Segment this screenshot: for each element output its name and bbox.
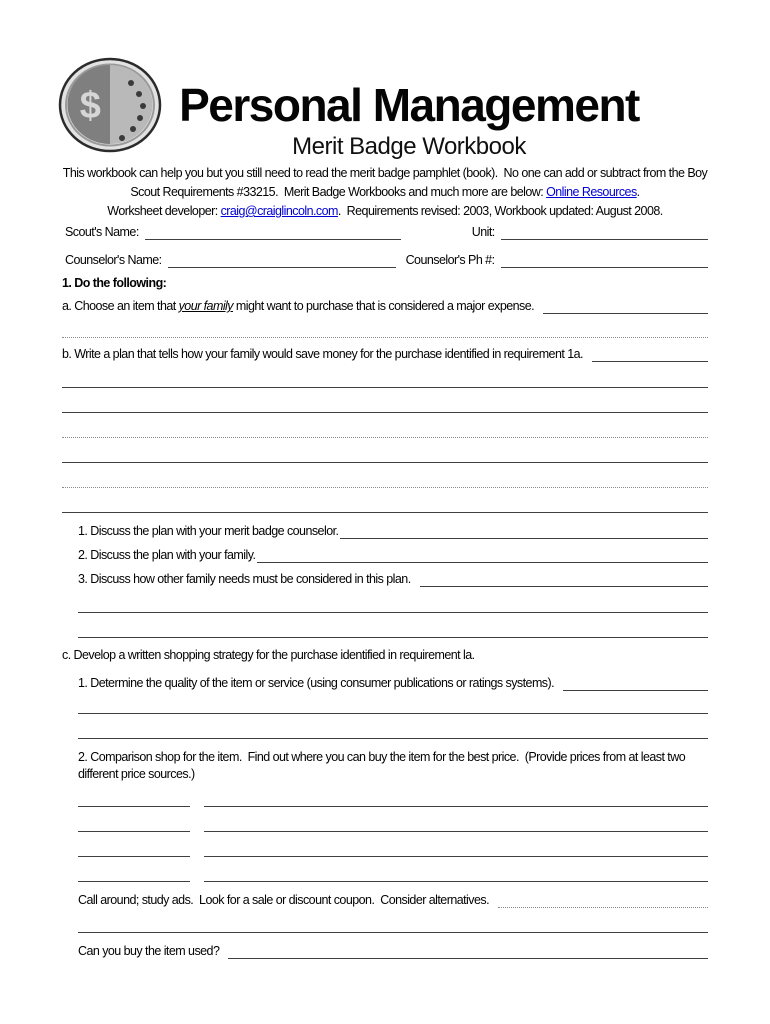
price-source-row [78, 856, 708, 857]
price-source-4-right-line[interactable] [204, 881, 708, 882]
requirement-1-heading: 1. Do the following: [62, 276, 167, 290]
item-b-answer-line-7[interactable] [62, 512, 708, 513]
item-b-answer-line-3[interactable] [62, 412, 708, 413]
online-resources-link[interactable]: Online Resources [546, 185, 637, 199]
item-b-answer-line-4[interactable] [62, 437, 708, 438]
item-a-emphasis: your family [178, 299, 233, 313]
item-b-answer-line-2[interactable] [62, 387, 708, 388]
price-source-3-left-line[interactable] [78, 856, 190, 857]
c-sub2-text: 2. Comparison shop for the item. Find out where you can buy the item for the best price. (Provide prices from at least two different price sources.) [78, 750, 689, 781]
b-sub3-text: 3. Discuss how other family needs must be considered in this plan. [78, 572, 414, 586]
item-a-answer-line-2[interactable] [62, 337, 708, 338]
b-sub3-answer-line-1[interactable] [420, 574, 708, 587]
price-source-4-left-line[interactable] [78, 881, 190, 882]
scout-name-field[interactable] [145, 227, 401, 240]
price-source-row [78, 881, 708, 882]
item-used-question-text: Can you buy the item used? [78, 944, 223, 958]
c-sub1-text: 1. Determine the quality of the item or service (using consumer publications or ratings systems). [78, 676, 557, 690]
unit-label: Unit: [471, 225, 495, 239]
page-title: Personal Management [179, 79, 639, 131]
page-subtitle: Merit Badge Workbook [292, 133, 526, 160]
developer-email-link[interactable]: craig@craiglincoln.com [220, 204, 338, 218]
intro-line1: This workbook can help you but you still need to read the merit badge pamphlet (book). No one can add or subtract from the Boy [62, 166, 708, 180]
counselor-phone-label: Counselor's Ph #: [405, 253, 495, 267]
b-sub1-text: 1. Discuss the plan with your merit badge counselor. [78, 524, 339, 538]
intro-line2-text: Scout Requirements #33215. Merit Badge Workbooks and much more are below: [130, 185, 547, 199]
b-sub2-text: 2. Discuss the plan with your family. [78, 548, 256, 562]
item-b-text: b. Write a plan that tells how your family would save money for the purchase identified in requirement 1a. [62, 347, 586, 361]
intro-line3-tail: . Requirements revised: 2003, Workbook updated: August 2008. [337, 204, 663, 218]
counselor-phone-field[interactable] [501, 255, 709, 268]
price-source-1-left-line[interactable] [78, 806, 190, 807]
c-sub1-answer-line-3[interactable] [78, 738, 708, 739]
unit-field[interactable] [501, 227, 708, 240]
item-c-text: c. Develop a written shopping strategy for the purchase identified in requirement la. [62, 648, 475, 662]
b-sub2-answer-line[interactable] [257, 550, 708, 563]
c-sub1-answer-line-2[interactable] [78, 713, 708, 714]
counselor-name-field[interactable] [168, 255, 396, 268]
c-sub1-answer-line-1[interactable] [563, 678, 708, 691]
item-b-answer-line-1[interactable] [592, 349, 708, 362]
call-around-text: Call around; study ads. Look for a sale or discount coupon. Consider alternatives. [78, 893, 492, 907]
dollar-symbol: $ [79, 85, 101, 127]
price-source-3-right-line[interactable] [204, 856, 708, 857]
intro-line3-text: Worksheet developer: [107, 204, 221, 218]
item-a-text-tail: might want to purchase that is considered a major expense. [232, 299, 537, 313]
item-a-answer-line-1[interactable] [543, 301, 708, 314]
item-used-answer-line[interactable] [228, 946, 708, 959]
price-source-row [78, 806, 708, 807]
price-source-1-right-line[interactable] [204, 806, 708, 807]
price-source-2-left-line[interactable] [78, 831, 190, 832]
call-around-answer-line-2[interactable] [78, 932, 708, 933]
price-source-row [78, 831, 708, 832]
b-sub3-answer-line-3[interactable] [78, 637, 708, 638]
price-source-2-right-line[interactable] [204, 831, 708, 832]
item-a-text: a. Choose an item that [62, 299, 179, 313]
scout-name-label: Scout's Name: [65, 225, 139, 239]
item-b-answer-line-6[interactable] [62, 487, 708, 488]
item-b-answer-line-5[interactable] [62, 462, 708, 463]
intro-paragraph [18, 164, 752, 221]
b-sub1-answer-line[interactable] [340, 526, 708, 539]
b-sub3-answer-line-2[interactable] [78, 612, 708, 613]
counselor-name-label: Counselor's Name: [65, 253, 162, 267]
intro-line2-period: . [636, 185, 640, 199]
call-around-answer-line-1[interactable] [498, 895, 708, 908]
